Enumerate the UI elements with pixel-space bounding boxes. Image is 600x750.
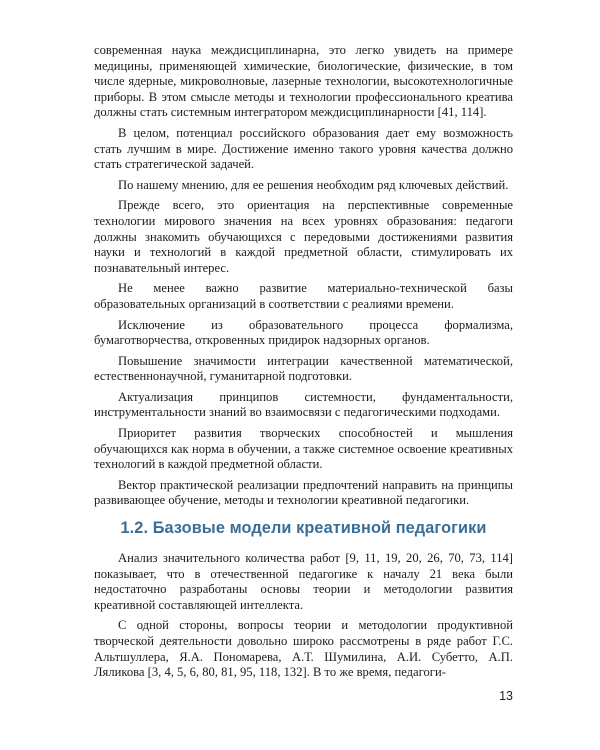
body-text-bottom xyxy=(94,551,513,686)
paragraph: Анализ значительного количества работ [9, 11, 19, 20, 26, 70, 73, 114] показывает, что в отечественной педагогике к началу 21 века были недостаточно разработаны основы теории и методологии развития креативной составляющей интеллекта. xyxy=(94,551,513,612)
paragraph: С одной стороны, вопросы теории и методологии продуктивной творческой деятельности довольно широко рассмотрены в ряде работ Г.С. Альтшуллера, Я.А. Пономарева, А.Т. Шумилина, А.И. Субетто, А.П. Ляликова [3, 4, 5, 6, 80, 81, 95, 118, 132]. В то же время, педагоги- xyxy=(94,618,513,680)
paragraph: В целом, потенциал российского образования дает ему возможность стать лучшим в мире. Достижение именно такого уровня качества должно стать стратегической задачей. xyxy=(94,125,513,172)
paragraph: Не менее важно развитие материально-технической базы образовательных организаций в соответствии с реалиями времени. xyxy=(94,281,513,311)
paragraph: современная наука междисциплинарна, это легко увидеть на примере медицины, применяющей химические, биологические, физические, в том числе ядерные, микроволновые, лазерные технологии, высокотехнологичные приборы. В этом смысле методы и технологии профессионального креатива должны стать системным интегратором междисциплинарности [41, 114]. xyxy=(94,43,513,120)
section-heading: 1.2. Базовые модели креативной педагогики xyxy=(120,519,487,537)
paragraph: Исключение из образовательного процесса формализма, бумаготворчества, откровенных придирок надзорных органов. xyxy=(94,317,513,348)
body-text-top xyxy=(94,43,513,514)
paragraph: Вектор практической реализации предпочтений направить на принципы развивающее обучение, методы и технологии креативной педагогики. xyxy=(94,477,513,508)
paragraph: По нашему мнению, для ее решения необходим ряд ключевых действий. xyxy=(118,177,509,192)
paragraph: Повышение значимости интеграции качественной математической, естественнонаучной, гуманитарной подготовки. xyxy=(94,353,513,384)
paragraph: Приоритет развития творческих способностей и мышления обучающихся как норма в обучении, а также системное освоение креативных технологий в каждой предметной области. xyxy=(94,426,513,472)
paragraph: Актуализация принципов системности, фундаментальности, инструментальности знаний во взаимосвязи с педагогическими подходами. xyxy=(94,389,513,420)
paragraph: Прежде всего, это ориентация на перспективные современные технологии мирового значения на всех уровнях образования: педагоги должны знакомить обучающихся с передовыми достижениями развития науки и технологий в каждой предметной области, стимулировать их познавательный интерес. xyxy=(94,198,513,275)
page-number: 13 xyxy=(499,689,513,703)
